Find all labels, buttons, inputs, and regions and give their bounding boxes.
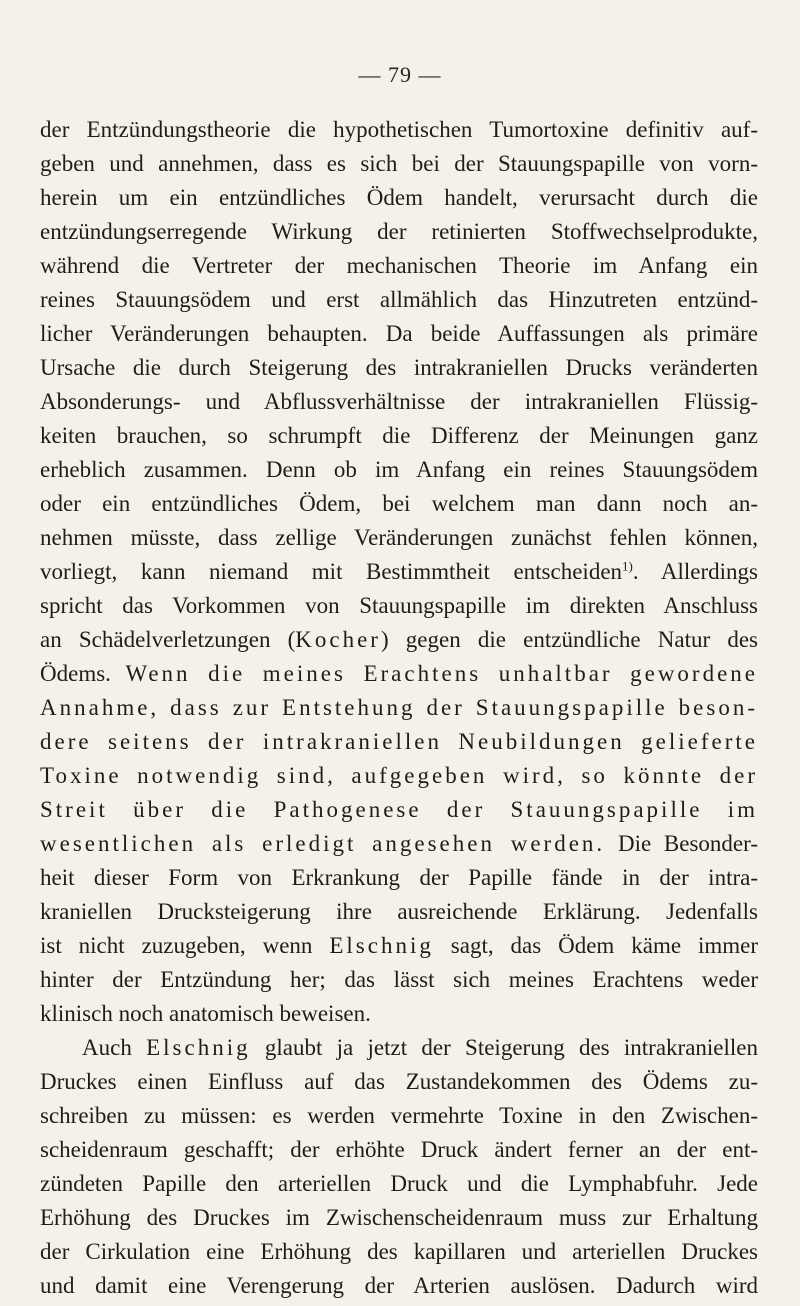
text-segment: an Schädelverletzungen ( — [40, 627, 296, 652]
text-line: erheblich zusammen. Denn ob im Anfang ein reines Stauungsödem — [40, 457, 758, 482]
emphasized-text: Streit über die Pathogenese der Stauungspapille im — [40, 797, 758, 822]
footnote-reference: 1) — [622, 558, 633, 574]
text-segment: vorliegt, kann niemand mit Bestimmtheit entscheiden — [40, 559, 623, 584]
text-segment: Ödems. — [40, 661, 111, 686]
text-line: heit dieser Form von Erkrankung der Papille fände in der intra- — [40, 865, 758, 890]
text-line: oder ein entzündliches Ödem, bei welchem man dann noch an- — [40, 491, 758, 516]
text-line: der Cirkulation eine Erhöhung des kapillaren und arteriellen Druckes — [40, 1239, 758, 1264]
text-line — [40, 623, 758, 657]
emphasized-text: wesentlichen als erledigt angesehen werden. — [40, 831, 606, 856]
text-line: scheidenraum geschafft; der erhöhte Druck ändert ferner an der ent- — [40, 1137, 758, 1162]
text-segment: ) gegen die entzündliche Natur des — [380, 627, 758, 652]
text-line: keiten brauchen, so schrumpft die Differenz der Meinungen ganz — [40, 423, 758, 448]
emphasized-text: dere seitens der intrakraniellen Neubildungen gelieferte — [40, 729, 758, 754]
text-line — [40, 759, 758, 793]
text-line: spricht das Vorkommen von Stauungspapille im direkten Anschluss — [40, 593, 758, 618]
text-line — [40, 929, 758, 963]
text-segment: sagt, das Ödem käme immer — [450, 933, 758, 958]
text-line: herein um ein entzündliches Ödem handelt, verursacht durch die — [40, 185, 758, 210]
text-line: und damit eine Verengerung der Arterien auslösen. Dadurch wird — [40, 1273, 758, 1298]
text-line: licher Veränderungen behaupten. Da beide Auffassungen als primäre — [40, 321, 758, 346]
text-line: der Entzündungstheorie die hypothetischen Tumortoxine definitiv auf- — [40, 117, 758, 142]
text-line — [40, 657, 758, 691]
text-line: nehmen müsste, dass zellige Veränderungen zunächst fehlen können, — [40, 525, 758, 550]
text-line: klinisch noch anatomisch beweisen. — [40, 1001, 371, 1026]
text-line: entzündungserregende Wirkung der retinierten Stoffwechselprodukte, — [40, 219, 758, 244]
emphasized-text: Toxine notwendig sind, aufgegeben wird, so könnte der — [40, 763, 758, 788]
text-line — [82, 1031, 758, 1065]
text-line: Absonderungs- und Abflussverhältnisse der intrakraniellen Flüssig- — [40, 389, 758, 414]
text-line: Ursache die durch Steigerung des intrakraniellen Drucks veränderten — [40, 355, 758, 380]
text-segment: ist nicht zuzugeben, wenn — [40, 933, 313, 958]
text-segment: Die Besonder- — [617, 831, 758, 856]
author-name: Elschnig — [146, 1035, 251, 1060]
text-line: kraniellen Drucksteigerung ihre ausreichende Erklärung. Jedenfalls — [40, 899, 758, 924]
emphasized-text: Annahme, dass zur Entstehung der Stauungspapille beson- — [40, 695, 758, 720]
text-segment: Allerdings — [660, 559, 758, 584]
text-line: während die Vertreter der mechanischen Theorie im Anfang ein — [40, 253, 758, 278]
author-name: Elschnig — [329, 933, 434, 958]
text-line: Druckes einen Einfluss auf das Zustandekommen des Ödems zu- — [40, 1069, 758, 1094]
author-name: Kocher — [295, 627, 381, 652]
text-line: geben und annehmen, dass es sich bei der Stauungspapille von vorn- — [40, 151, 758, 176]
text-line: hinter der Entzündung her; das lässt sich meines Erachtens weder — [40, 967, 758, 992]
text-line: Erhöhung des Druckes im Zwischenscheidenraum muss zur Erhaltung — [40, 1205, 758, 1230]
page-number: — 79 — — [358, 62, 442, 87]
text-segment: Auch — [82, 1035, 132, 1060]
text-line — [40, 725, 758, 759]
text-segment: glaubt ja jetzt der Steigerung des intrakraniellen — [264, 1035, 758, 1060]
text-line: reines Stauungsödem und erst allmählich das Hinzutreten entzünd- — [40, 287, 758, 312]
emphasized-text: Wenn die meines Erachtens unhaltbar gewordene — [125, 661, 758, 686]
text-line: vorliegt, kann niemand mit Bestimmtheit entscheiden$^{1)}$. Allerdings — [40, 558, 758, 584]
text-line: zündeten Papille den arteriellen Druck und die Lymphabfuhr. Jede — [40, 1171, 758, 1196]
text-line — [40, 793, 758, 827]
text-line: schreiben zu müssen: es werden vermehrte Toxine in den Zwischen- — [40, 1103, 758, 1128]
text-line — [40, 827, 758, 861]
text-line — [40, 691, 758, 725]
